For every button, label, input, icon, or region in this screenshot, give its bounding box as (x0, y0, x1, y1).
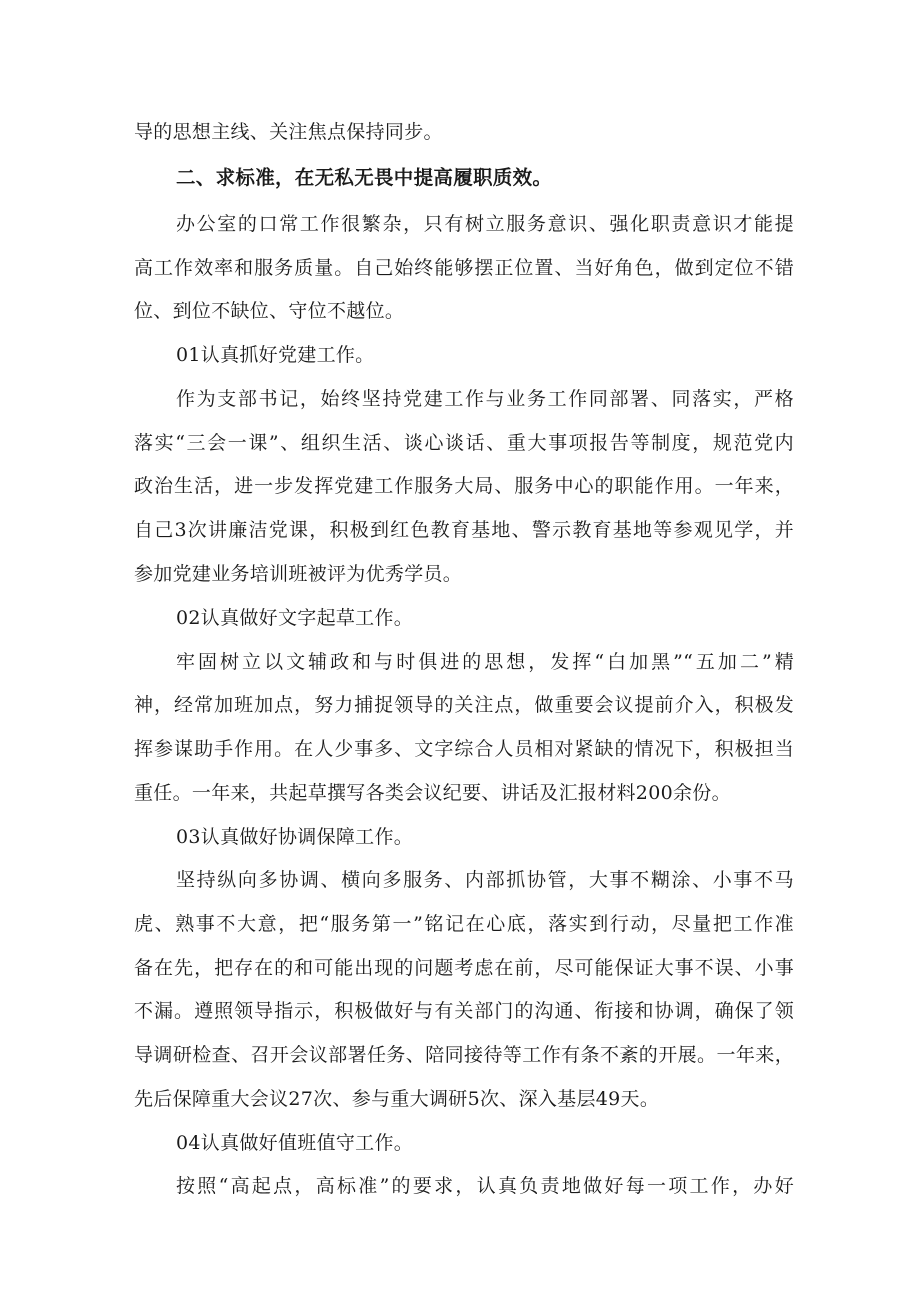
paragraph-line: 高工作效率和服务质量。自己始终能够摆正位置、当好角色，做到定位不错 (134, 257, 794, 279)
subheading-party-building: 01认真抓好党建工作。 (176, 344, 375, 366)
paragraph-line: 作为支部书记，始终坚持党建工作与业务工作同部署、同落实，严格 (176, 388, 794, 410)
paragraph-line: 参加党建业务培训班被评为优秀学员。 (134, 563, 463, 585)
paragraph-line: 不漏。遵照领导指示，积极做好与有关部门的沟通、衔接和协调，确保了领 (134, 1000, 794, 1022)
paragraph-line: 坚持纵向多协调、横向多服务、内部抓协管，大事不糊涂、小事不马 (176, 869, 794, 891)
paragraph-line: 落实“三会一课”、组织生活、谈心谈话、重大事项报告等制度，规范党内 (134, 432, 794, 454)
paragraph-line: 政治生活，进一步发挥党建工作服务大局、服务中心的职能作用。一年来， (134, 475, 794, 497)
paragraph-line: 神，经常加班加点，努力捕捉领导的关注点，做重要会议提前介入，积极发 (134, 694, 794, 716)
paragraph-line: 位、到位不缺位、守位不越位。 (134, 300, 405, 322)
paragraph-line: 自己3次讲廉洁党课，积极到红色教育基地、警示教育基地等参观见学，并 (134, 519, 794, 541)
paragraph-line: 虎、熟事不大意，把“服务第一”铭记在心底，落实到行动，尽量把工作准 (134, 913, 794, 935)
paragraph-line: 先后保障重大会议27次、参与重大调研5次、深入基层49天。 (134, 1088, 660, 1110)
paragraph-line: 导的思想主线、关注焦点保持同步。 (134, 121, 443, 143)
paragraph-line: 按照“高起点，高标准”的要求，认真负责地做好每一项工作，办好 (176, 1175, 794, 1197)
subheading-coordination: 03认真做好协调保障工作。 (176, 826, 414, 848)
subheading-duty: 04认真做好值班值守工作。 (176, 1132, 414, 1154)
paragraph-line: 挥参谋助手作用。在人少事多、文字综合人员相对紧缺的情况下，积极担当 (134, 738, 794, 760)
subheading-drafting: 02认真做好文字起草工作。 (176, 607, 414, 629)
paragraph-line: 导调研检查、召开会议部署任务、陪同接待等工作有条不紊的开展。一年来， (134, 1044, 794, 1066)
paragraph-line: 备在先，把存在的和可能出现的问题考虑在前，尽可能保证大事不误、小事 (134, 957, 794, 979)
paragraph-line: 办公室的口常工作很繁杂，只有树立服务意识、强化职责意识才能提 (176, 213, 794, 235)
paragraph-line: 牢固树立以文辅政和与时俱进的思想，发挥“白加黑”“五加二”精 (176, 651, 794, 673)
section-heading: 二、求标准，在无私无畏中提高履职质效。 (176, 166, 553, 189)
paragraph-line: 重任。一年来，共起草撰写各类会议纪要、讲话及汇报材料200余份。 (134, 782, 731, 804)
